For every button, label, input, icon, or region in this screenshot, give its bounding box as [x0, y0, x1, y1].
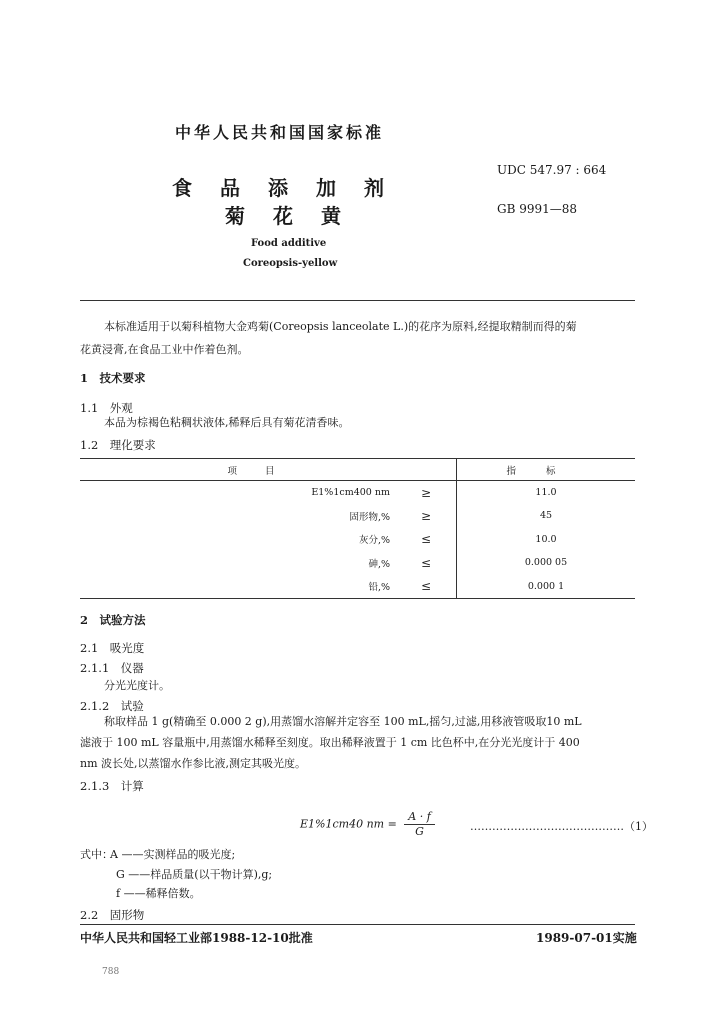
section-2-1-3-heading: 2.1.3 计算 [80, 779, 144, 793]
row-relation: ≤ [396, 575, 457, 599]
document-title [172, 172, 412, 201]
row-value: 0.000 05 [524, 557, 568, 569]
row-value: 10.0 [535, 533, 557, 545]
document-subtitle [225, 200, 369, 229]
row-item: 砷,% [368, 558, 390, 570]
footer-divider [80, 924, 635, 925]
gb-code: GB 9991—88 [497, 202, 578, 216]
section-1-1-heading: 1.1 外观 [80, 401, 133, 415]
table-row [80, 481, 635, 505]
udc-code: UDC 547.97 : 664 [497, 163, 607, 177]
table-row [80, 528, 635, 552]
section-2-2-heading: 2.2 固形物 [80, 908, 145, 922]
title-char: 食 [172, 176, 192, 200]
row-item: 铅,% [368, 582, 390, 593]
appearance-text: 本品为棕褐色粘稠状液体,稀释后具有菊花清香味。 [104, 416, 350, 429]
instrument-text: 分光光度计。 [104, 679, 170, 692]
section-2-1-heading: 2.1 吸光度 [80, 641, 145, 655]
page-number: 788 [102, 967, 120, 977]
row-value: 0.000 1 [527, 580, 565, 592]
approval-statement: 中华人民共和国轻工业部1988-12-10批准 [80, 931, 313, 945]
row-item: E1%1cm400 nm [311, 487, 390, 498]
section-2-1-1-heading: 2.1.1 仪器 [80, 661, 144, 675]
formula-denominator: G [415, 825, 424, 838]
section-2-1-2-heading: 2.1.2 试验 [80, 699, 144, 713]
table-row [80, 504, 635, 528]
requirements-table [80, 458, 635, 599]
english-title: Food additive [251, 238, 327, 249]
legend-intro: 式中： [80, 848, 113, 861]
english-subtitle: Coreopsis-yellow [243, 258, 338, 269]
absorbance-formula [300, 810, 435, 839]
row-relation: ≥ [396, 504, 457, 528]
row-item: 灰分,% [358, 535, 390, 547]
row-relation: ≤ [396, 551, 457, 575]
subtitle-char: 黄 [321, 204, 341, 228]
title-char: 添 [268, 176, 288, 200]
formula-numerator: A · f [404, 810, 435, 825]
subtitle-char: 花 [273, 204, 293, 228]
table-header-row [80, 459, 635, 481]
row-value: 45 [539, 510, 553, 522]
header-divider [80, 300, 635, 301]
test-line-3: nm 波长处,以蒸馏水作参比液,测定其吸光度。 [80, 757, 307, 770]
subtitle-char: 菊 [225, 204, 245, 228]
header-value: 指标 [506, 465, 586, 477]
legend-f: f ——稀释倍数。 [116, 887, 201, 900]
title-char: 加 [316, 176, 336, 200]
section-1-heading: 1 技术要求 [80, 371, 146, 385]
legend-g: G ——样品质量(以干物计算),g; [116, 868, 273, 881]
test-line-1: 称取样品 1 g(精确至 0.000 2 g),用蒸馏水溶解并定容至 100 mL,摇匀,过滤,用移液管吸取10 mL [104, 715, 582, 728]
table-row [80, 575, 635, 599]
title-char: 品 [220, 176, 240, 200]
row-item: 固形物,% [349, 511, 390, 523]
national-standard-label: 中华人民共和国国家标准 [175, 123, 385, 142]
section-1-2-heading: 1.2 理化要求 [80, 438, 156, 452]
implementation-date: 1989-07-01实施 [536, 931, 637, 945]
header-relation [396, 459, 457, 481]
row-value: 11.0 [535, 487, 557, 498]
formula-number: ……………………………………（1） [470, 820, 653, 833]
row-relation: ≤ [396, 528, 457, 552]
header-item: 项目 [227, 465, 303, 477]
formula-lhs: E1%1cm40 nm = [300, 817, 397, 831]
legend-a: A ——实测样品的吸光度; [110, 848, 236, 861]
row-relation: ≥ [396, 481, 457, 505]
section-2-heading: 2 试验方法 [80, 613, 146, 627]
intro-line-1: 本标准适用于以菊科植物大金鸡菊(Coreopsis lanceolate L.)的花序为原料,经提取精制而得的菊 [104, 320, 577, 333]
intro-line-2: 花黄浸膏,在食品工业中作着色剂。 [80, 343, 249, 356]
table-row [80, 551, 635, 575]
title-char: 剂 [364, 176, 384, 200]
test-line-2: 滤液于 100 mL 容量瓶中,用蒸馏水稀释至刻度。取出稀释液置于 1 cm 比色杯中,在分光光度计于 400 [80, 736, 580, 749]
formula-fraction [404, 810, 435, 839]
